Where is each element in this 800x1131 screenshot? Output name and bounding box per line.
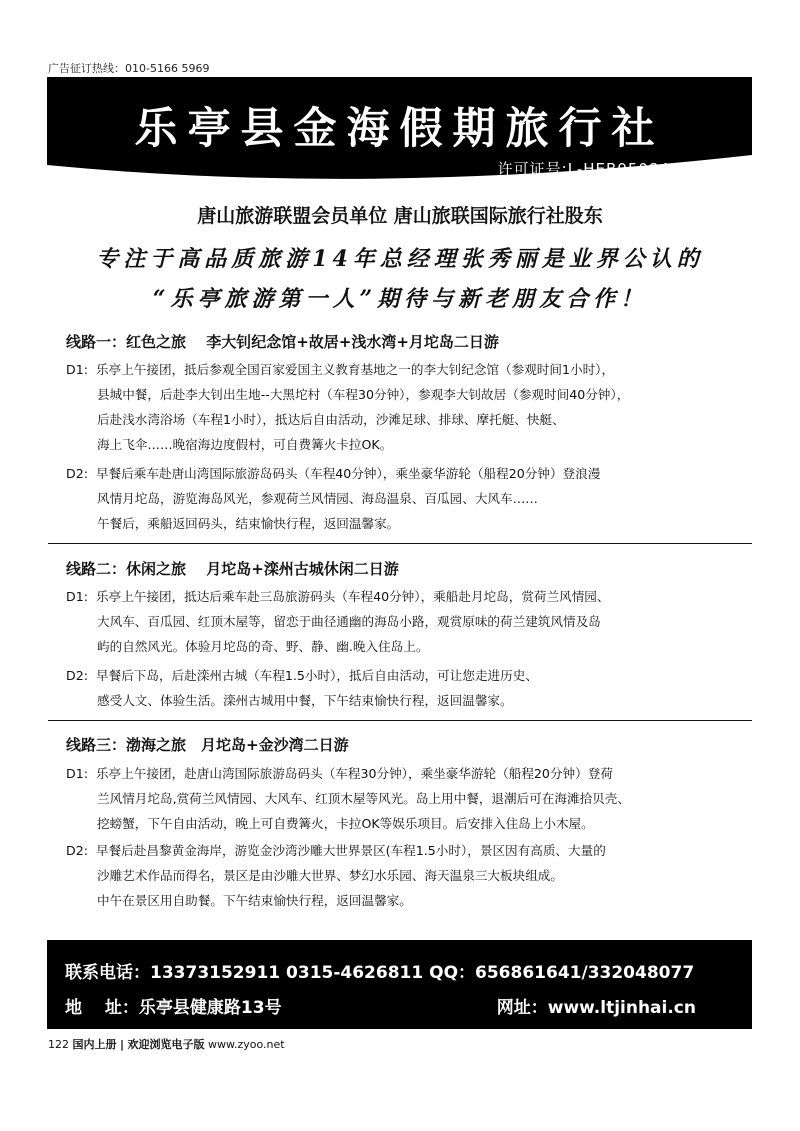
itinerary-line: 风情月坨岛，游览海岛风光，参观荷兰风情园、海岛温泉、百瓜园、大风车……: [97, 491, 538, 506]
itinerary-line: 县城中餐，后赴李大钊出生地--大黑坨村（车程30分钟），参观李大钊故居（参观时间40分钟），: [97, 387, 630, 402]
header-banner: [47, 77, 752, 182]
route-2-heading: 线路二：休闲之旅 月坨岛+滦州古城休闲二日游: [66, 560, 399, 578]
footer-url[interactable]: www.zyoo.net: [208, 1038, 285, 1051]
route-3-day-2: [66, 838, 746, 913]
itinerary-line: 午餐后，乘船返回码头，结束愉快行程，返回温馨家。: [97, 516, 400, 531]
itinerary-line: 沙雕艺术作品而得名，景区是由沙雕大世界、梦幻水乐园、海天温泉三大板块组成。: [97, 868, 563, 883]
day-label: D1:: [66, 589, 88, 604]
route-1-day-2: [66, 461, 746, 536]
day-label: D1:: [66, 362, 88, 377]
route-3-heading: 线路三：渤海之旅 月坨岛+金沙湾二日游: [66, 736, 349, 754]
page-footer: [48, 1036, 285, 1052]
footer-separator: |: [120, 1038, 125, 1051]
itinerary-line: 屿的自然风光。体验月坨岛的奇、野、静、幽.晚入住岛上。: [97, 639, 429, 654]
itinerary-line: 大风车、百瓜园、红顶木屋等，留恋于曲径通幽的海岛小路，观赏原味的荷兰建筑风情及岛: [97, 614, 601, 629]
contact-footer: [47, 940, 752, 1029]
page-number: 122: [48, 1038, 69, 1051]
section-divider: [48, 543, 752, 544]
section-divider: [48, 720, 752, 721]
route-3-day-1: [66, 761, 746, 836]
day-label: D2:: [66, 843, 88, 858]
itinerary-line: 后赴浅水湾浴场（车程1小时），抵达后自由活动，沙滩足球、排球、摩托艇、快艇、: [97, 412, 565, 427]
agency-title: 乐亭县金海假期旅行社: [134, 104, 665, 154]
route-1-day-1: [66, 357, 746, 457]
itinerary-line: 早餐后下岛，后赴滦州古城（车程1.5小时），抵后自由活动，可让您走进历史、: [96, 668, 538, 683]
day-label: D1:: [66, 766, 88, 781]
contact-address: 地 址：乐亭县健康路13号: [65, 998, 282, 1018]
itinerary-line: 乐亭上午接团，赴唐山湾国际旅游岛码头（车程30分钟），乘坐豪华游轮（船程20分钟）登荷: [96, 766, 613, 781]
day-label: D2:: [66, 668, 88, 683]
day-label: D2:: [66, 466, 88, 481]
itinerary-line: 感受人文、体验生活。滦州古城用中餐，下午结束愉快行程，返回温馨家。: [97, 693, 513, 708]
license-number: 许可证号:L-HEB05084: [497, 160, 670, 178]
itinerary-line: 兰风情月坨岛,赏荷兰风情园、大风车、红顶木屋等风光。岛上用中餐，退潮后可在海滩拾贝壳、: [97, 791, 630, 806]
section-name: 国内上册: [72, 1038, 117, 1051]
slogan-line-1: 专注于高品质旅游14年总经理张秀丽是业界公认的: [96, 246, 704, 272]
route-1-heading: 线路一：红色之旅 李大钊纪念馆+故居+浅水湾+月坨岛二日游: [66, 333, 499, 351]
contact-phone-qq: 联系电话：13373152911 0315-4626811 QQ：656861641/332048077: [65, 963, 695, 983]
ebook-note: 欢迎浏览电子版: [127, 1038, 205, 1051]
ad-hotline: 广告征订热线：010-5166 5969: [48, 62, 210, 75]
slogan-line-2: “乐亭旅游第一人”期待与新老朋友合作！: [152, 286, 648, 312]
itinerary-line: 中午在景区用自助餐。下午结束愉快行程，返回温馨家。: [97, 893, 412, 908]
route-2-day-2: [66, 663, 746, 713]
route-2-day-1: [66, 584, 746, 659]
membership-line: 唐山旅游联盟会员单位 唐山旅联国际旅行社股东: [197, 205, 603, 227]
itinerary-line: 早餐后赴昌黎黄金海岸，游览金沙湾沙雕大世界景区(车程1.5小时），景区因有高质、大量的: [96, 843, 606, 858]
contact-website[interactable]: 网址：www.ltjinhai.cn: [496, 998, 696, 1018]
itinerary-line: 乐亭上午接团，抵达后乘车赴三岛旅游码头（车程40分钟），乘船赴月坨岛，赏荷兰风情园、: [96, 589, 610, 604]
itinerary-line: 挖螃蟹，下午自由活动，晚上可自费篝火，卡拉OK等娱乐项目。后安排入住岛上小木屋。: [97, 816, 594, 831]
itinerary-line: 海上飞伞……晚宿海边度假村，可自费篝火卡拉OK。: [97, 437, 393, 452]
itinerary-line: 乐亭上午接团，抵后参观全国百家爱国主义教育基地之一的李大钊纪念馆（参观时间1小时），: [96, 362, 615, 377]
itinerary-line: 早餐后乘车赴唐山湾国际旅游岛码头（车程40分钟），乘坐豪华游轮（船程20分钟）登浪漫: [96, 466, 601, 481]
